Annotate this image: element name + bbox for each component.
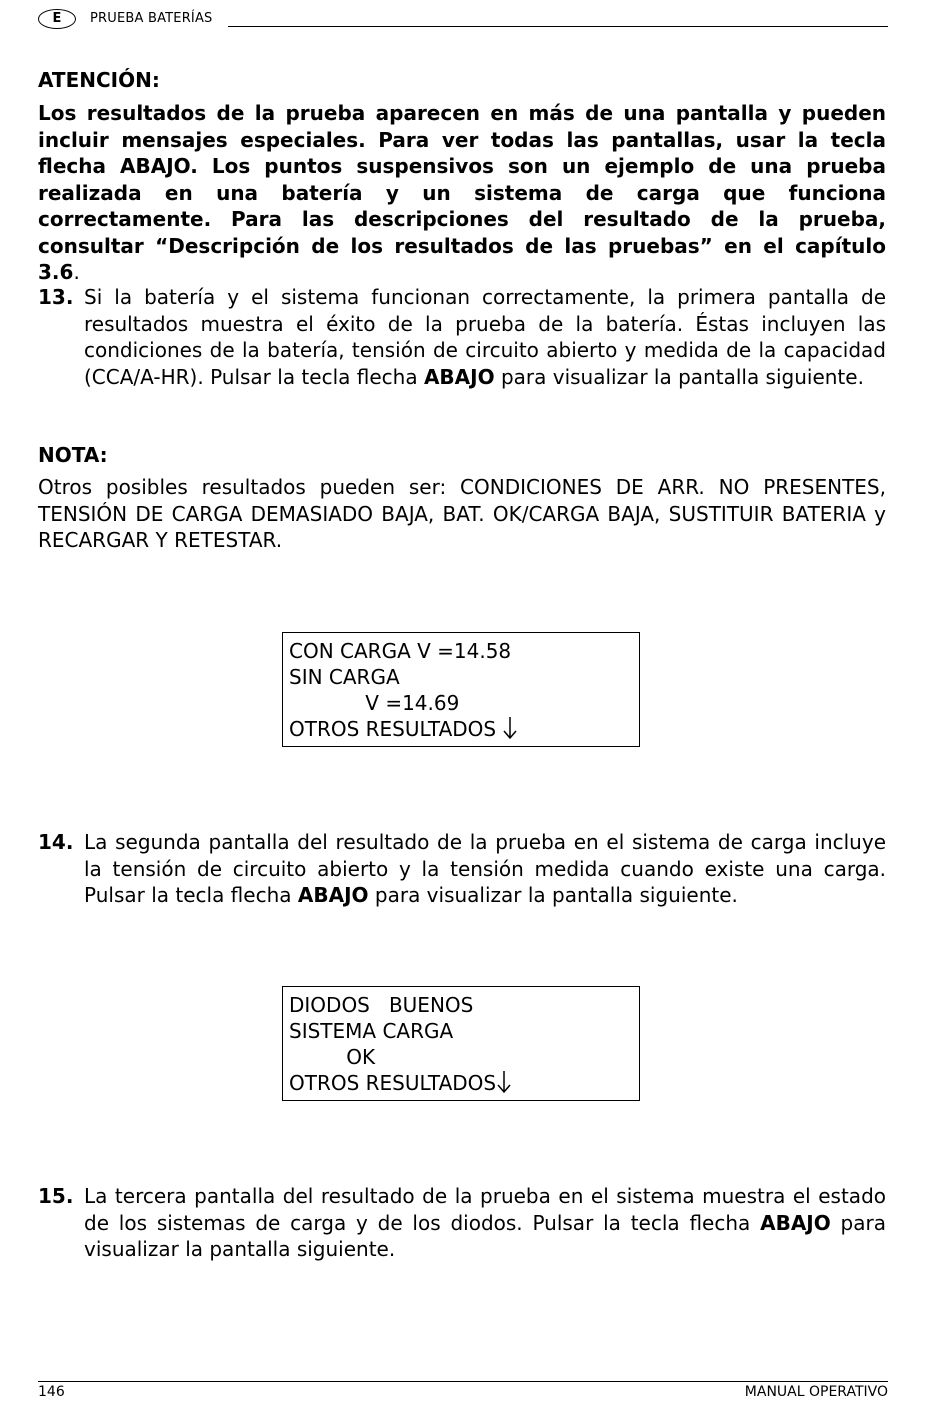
step-text-after: para visualizar la pantalla siguiente. <box>494 364 864 389</box>
key-label: ABAJO <box>297 883 369 907</box>
lcd-line: DIODOS BUENOS <box>289 993 474 1017</box>
attention-text-end: . <box>73 260 80 284</box>
step-text <box>84 1183 886 1263</box>
page-header <box>38 9 888 31</box>
lcd-line-with-arrow <box>289 716 639 742</box>
step-13 <box>38 284 886 390</box>
step-text <box>84 284 886 390</box>
key-label: ABAJO <box>760 1210 831 1235</box>
step-number: 14. <box>38 830 74 854</box>
step-text <box>84 829 886 909</box>
note-text: Otros posibles resultados pueden ser: CONDICIONES DE ARR. NO PRESENTES, TENSIÓN DE CARGA DEMASIADO BAJA, BAT. OK/CARGA BAJA, SUSTITUIR BATERIA y RECARGAR Y RETESTAR. <box>38 475 886 552</box>
lcd-line: SISTEMA CARGA <box>289 1019 454 1043</box>
down-arrow-icon <box>503 716 517 740</box>
lcd-line: SIN CARGA <box>289 665 400 689</box>
attention-heading: ATENCIÓN: <box>38 68 160 92</box>
step-text-after: para visualizar la pantalla siguiente. <box>84 1210 886 1261</box>
lcd-line-with-arrow <box>289 1070 639 1096</box>
header-title: PRUEBA BATERÍAS <box>90 11 213 26</box>
step-number: 15. <box>38 1184 74 1208</box>
step-text-after: para visualizar la pantalla siguiente. <box>368 883 738 907</box>
footer-rule <box>38 1381 888 1382</box>
lcd-screen-2 <box>282 986 640 1101</box>
step-number: 13. <box>38 285 74 309</box>
language-badge: E <box>38 9 76 29</box>
note-heading: NOTA: <box>38 443 108 467</box>
down-arrow-icon <box>497 1070 511 1094</box>
lcd-line: OK <box>289 1045 376 1069</box>
step-text-before: La segunda pantalla del resultado de la prueba en el sistema de carga incluye la tensión de circuito abierto y la tensión medida cuando existe una carga. Pulsar la tecla flecha <box>84 830 886 907</box>
attention-text: Los resultados de la prueba aparecen en más de una pantalla y pueden incluir mensajes especiales. Para ver todas las pantallas, usar la tecla flecha ABAJO. Los puntos suspensivos son un ejemplo de una prueba realizada en una batería y un sistema de carga que funciona correctamente. Para las descripciones del resultado de la prueba, consultar “Descripción de los resultados de las pruebas” en el capítulo 3.6 <box>38 101 886 284</box>
lcd-line: CON CARGA V =14.58 <box>289 639 512 663</box>
step-text-before: La tercera pantalla del resultado de la prueba en el sistema muestra el estado de los sistemas de carga y de los diodos. Pulsar la tecla flecha <box>84 1184 886 1235</box>
attention-paragraph <box>38 100 886 286</box>
lcd-line-text: OTROS RESULTADOS <box>289 717 503 741</box>
lcd-line-text: OTROS RESULTADOS <box>289 1071 497 1095</box>
step-text-before: Si la batería y el sistema funcionan correctamente, la primera pantalla de resultados muestra el éxito de la prueba de la batería. Éstas incluyen las condiciones de la batería, tensión de circuito abierto y medida de la capacidad (CCA/A-HR). Pulsar la tecla flecha <box>84 285 886 389</box>
page-number: 146 <box>38 1384 65 1400</box>
lcd-line: V =14.69 <box>289 691 460 715</box>
step-14 <box>38 829 886 909</box>
key-label: ABAJO <box>423 364 495 389</box>
lcd-screen-1 <box>282 632 640 747</box>
step-15 <box>38 1183 886 1263</box>
header-rule <box>228 26 888 27</box>
footer-title: MANUAL OPERATIVO <box>744 1384 888 1400</box>
